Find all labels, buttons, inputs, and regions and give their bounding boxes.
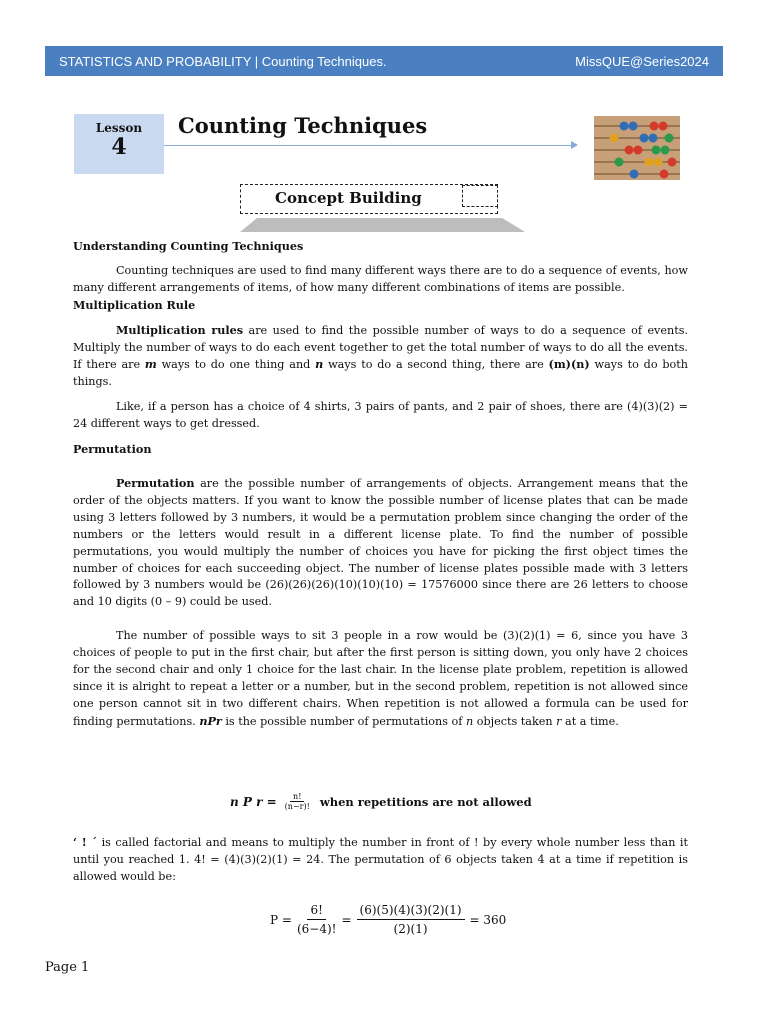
perm-text: are the possible number of arrangements of objects. Arrangement means that the order of the objects matters. If you want to know the possible number of license plates that can be made using 3 letters followed by 3 numbers, it would be a permutation problem since changing the order of the numbers or the letters would result in a different license plate. To find the number of possible permutations, you would multiply the number of choices you have for picking the first object times the number of choices for each succeeding object. The number of license plates possible made with 3 letters followed by 3 numbers would be (26)(26)(26)(10)(10)(10) = 17576000 since there are 26 letters to choose and 10 digits (0 – 9) could be used. <box>73 476 688 609</box>
page-title: Counting Techniques <box>178 113 428 138</box>
sit-n: n <box>465 714 474 728</box>
factorial-text: is called factorial and means to multiply the number in front of ! by every whole number less than it until you reached 1. 4! = (4)(3)(2)(1) = 24. The permutation of 6 objects taken 4 at a time if repetition is allowed would be: <box>73 836 688 883</box>
formula2-denominator-2: (2)(1) <box>393 922 428 936</box>
permutation-paragraph <box>73 475 688 611</box>
formula2-numerator-1: 6! <box>307 903 325 920</box>
sit-text-2: is the possible number of permutations of <box>221 714 466 728</box>
formula2-equals: = <box>341 912 352 927</box>
lesson-badge <box>74 114 164 174</box>
header-course: STATISTICS AND PROBABILITY | Counting Techniques. <box>59 53 387 69</box>
banner-label: Concept Building <box>275 189 422 207</box>
lesson-number: 4 <box>111 134 127 160</box>
mult-m: m <box>144 357 157 372</box>
mult-mn: (m)(n) <box>548 357 590 372</box>
mult-n: n <box>315 357 324 372</box>
concept-banner <box>240 184 525 234</box>
understanding-paragraph: Counting techniques are used to find many different ways there are to do a sequence of events, how many different arrangements of items, of how many different combinations of items are possible. <box>73 263 688 294</box>
formula1-numerator: n! <box>290 792 304 802</box>
banner-tab <box>462 185 498 207</box>
mult-text-4: ways to do both things. <box>73 358 688 389</box>
sit-text-1: The number of possible ways to sit 3 people in a row would be (3)(2)(1) = 6, since you have 3 choices of people to put in the first chair, but after the first person is sitting down, you only have 2 choices for the second chair and only 1 choice for the last chair. In the license plate problem, repetition is allowed since it is alright to repeat a letter or a number, but in the second problem, repetition is not allowed since one person cannot sit in two different chairs. When repetition is not allowed a formula can be used for finding permutations. <box>73 629 688 728</box>
formula1-lhs: n P r = <box>230 794 277 809</box>
lesson-content <box>73 238 688 731</box>
formula2-numerator-2: (6)(5)(4)(3)(2)(1) <box>357 903 465 920</box>
multiplication-heading: Multiplication Rule <box>73 297 196 312</box>
sit-r: r <box>556 714 562 728</box>
mult-text-2: ways to do one thing and <box>156 358 316 372</box>
mult-text-3: ways to do a second thing, there are <box>323 358 549 372</box>
title-arrow-icon <box>571 141 578 149</box>
formula1-note: when repetitions are not allowed <box>319 794 532 809</box>
sit-npr: nPr <box>199 713 222 728</box>
sit-text-4: at a time. <box>561 714 619 728</box>
title-underline <box>164 145 574 146</box>
permutation-example-formula <box>270 903 506 936</box>
page-header <box>45 46 723 76</box>
npr-formula <box>230 792 532 811</box>
seating-paragraph <box>73 628 688 730</box>
perm-bold-term: Permutation <box>116 475 195 490</box>
formula1-denominator: (n−r)! <box>284 802 310 811</box>
formula2-fraction-1 <box>297 903 337 936</box>
mult-bold-term: Multiplication rules <box>116 322 244 337</box>
page-number: Page 1 <box>45 960 90 975</box>
sit-text-3: objects taken <box>473 714 557 728</box>
factorial-paragraph <box>73 834 688 886</box>
lesson-word: Lesson <box>95 121 143 135</box>
permutation-heading: Permutation <box>73 442 152 457</box>
mult-text-1: are used to find the possible number of ways to do a sequence of events. Multiply the number of ways to do each event together to get the total number of ways to do all the events. If there are <box>73 323 689 372</box>
example-paragraph: Like, if a person has a choice of 4 shirts, 3 pairs of pants, and 2 pair of shoes, there are (4)(3)(2) = 24 different ways to get dressed. <box>73 400 688 431</box>
multiplication-paragraph <box>73 322 688 392</box>
factorial-symbol: ‘ ! ´ <box>73 835 98 849</box>
formula2-fraction-2 <box>357 903 465 936</box>
formula1-fraction <box>285 792 310 811</box>
banner-shadow <box>240 218 525 232</box>
header-author: MissQUE@Series2024 <box>575 53 709 69</box>
formula2-lhs: P = <box>270 912 292 927</box>
understanding-heading: Understanding Counting Techniques <box>73 239 304 253</box>
abacus-image <box>594 116 680 180</box>
formula2-denominator-1: (6−4)! <box>296 922 337 936</box>
formula2-result: = 360 <box>469 912 507 927</box>
